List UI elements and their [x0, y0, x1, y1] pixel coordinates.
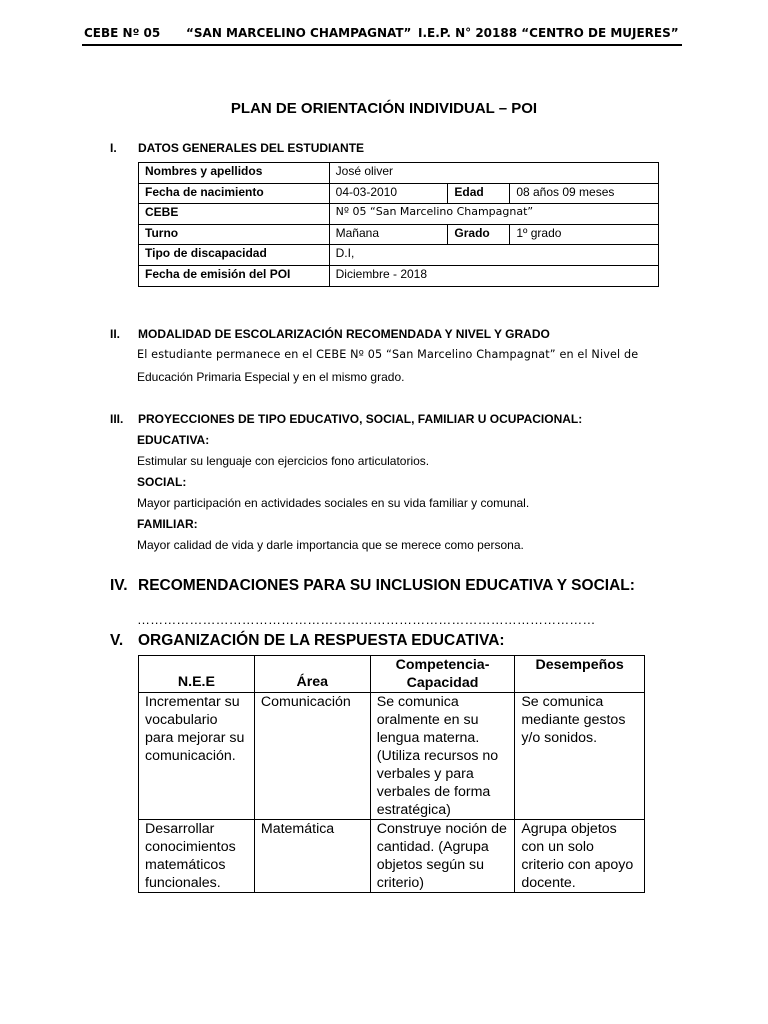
cebe-label: CEBE — [139, 204, 330, 225]
grado-value: 1º grado — [510, 224, 659, 245]
table-row — [139, 163, 659, 184]
section-1-number: I. — [110, 141, 117, 155]
section-4-number: IV. — [110, 577, 128, 594]
section-2-text-line-1: El estudiante permanece en el CEBE Nº 05 “San Marcelino Champagnat” en el Nivel de — [137, 348, 639, 361]
educational-response-table — [138, 655, 645, 893]
table-header-row — [139, 656, 645, 693]
section-4-title: RECOMENDACIONES PARA SU INCLUSION EDUCATIVA Y SOCIAL: — [138, 577, 635, 594]
tipo-discapacidad-label: Tipo de discapacidad — [139, 245, 330, 266]
table-row — [139, 820, 645, 893]
header-nee: N.E.E — [139, 656, 255, 693]
student-data-table — [138, 162, 659, 287]
turno-value: Mañana — [329, 224, 448, 245]
header-area: Área — [254, 656, 370, 693]
header-rule — [82, 44, 682, 46]
table-row — [139, 224, 659, 245]
table-row — [139, 693, 645, 820]
table-row — [139, 265, 659, 286]
social-text: Mayor participación en actividades sociales en su vida familiar y comunal. — [137, 496, 530, 510]
header-cebe: CEBE Nº 05 — [84, 26, 161, 40]
section-5-number: V. — [110, 632, 124, 649]
row-1-area: Comunicación — [254, 693, 370, 820]
nombres-label: Nombres y apellidos — [139, 163, 330, 184]
header-school-name: “SAN MARCELINO CHAMPAGNAT” — [186, 26, 412, 40]
section-3-title: PROYECCIONES DE TIPO EDUCATIVO, SOCIAL, FAMILIAR U OCUPACIONAL: — [138, 412, 583, 426]
page-title: PLAN DE ORIENTACIÓN INDIVIDUAL – POI — [230, 100, 538, 117]
grado-label: Grado — [448, 224, 510, 245]
recommendations-placeholder: …………………………………………………………………………………………… — [137, 612, 596, 627]
social-label: SOCIAL: — [137, 475, 187, 489]
familiar-text: Mayor calidad de vida y darle importancia que se merece como persona. — [137, 538, 524, 552]
section-2-text-line-2: Educación Primaria Especial y en el mismo grado. — [137, 370, 405, 384]
header-competencia: Competencia- Capacidad — [370, 656, 515, 693]
table-row — [139, 183, 659, 204]
row-1-competencia: Se comunica oralmente en su lengua materna. (Utiliza recursos no verbales y para verbales de forma estratégica) — [370, 693, 515, 820]
row-2-competencia: Construye noción de cantidad. (Agrupa objetos según su criterio) — [370, 820, 515, 893]
educativa-label: EDUCATIVA: — [137, 433, 210, 447]
header-desempenos: Desempeños — [515, 656, 645, 693]
header-iep: I.E.P. N° 20188 “CENTRO DE MUJERES” — [418, 26, 679, 40]
nombres-value: José oliver — [329, 163, 658, 184]
section-3-number: III. — [110, 412, 124, 426]
row-2-desempenos: Agrupa objetos con un solo criterio con apoyo docente. — [515, 820, 645, 893]
section-5-title: ORGANIZACIÓN DE LA RESPUESTA EDUCATIVA: — [138, 632, 505, 649]
fecha-emision-value: Diciembre - 2018 — [329, 265, 658, 286]
row-2-area: Matemática — [254, 820, 370, 893]
tipo-discapacidad-value: D.I, — [329, 245, 658, 266]
row-2-nee: Desarrollar conocimientos matemáticos funcionales. — [139, 820, 255, 893]
edad-value: 08 años 09 meses — [510, 183, 659, 204]
familiar-label: FAMILIAR: — [137, 517, 198, 531]
turno-label: Turno — [139, 224, 330, 245]
fecha-emision-label: Fecha de emisión del POI — [139, 265, 330, 286]
section-1-title: DATOS GENERALES DEL ESTUDIANTE — [138, 141, 365, 155]
educativa-text: Estimular su lenguaje con ejercicios fono articulatorios. — [137, 454, 430, 468]
section-2-number: II. — [110, 327, 121, 341]
edad-label: Edad — [448, 183, 510, 204]
row-1-desempenos: Se comunica mediante gestos y/o sonidos. — [515, 693, 645, 820]
table-row — [139, 204, 659, 225]
table-row — [139, 245, 659, 266]
section-2-title: MODALIDAD DE ESCOLARIZACIÓN RECOMENDADA Y NIVEL Y GRADO — [138, 327, 550, 341]
fecha-nacimiento-value: 04-03-2010 — [329, 183, 448, 204]
cebe-value: Nº 05 “San Marcelino Champagnat” — [329, 204, 658, 225]
row-1-nee: Incrementar su vocabulario para mejorar su comunicación. — [139, 693, 255, 820]
fecha-nacimiento-label: Fecha de nacimiento — [139, 183, 330, 204]
